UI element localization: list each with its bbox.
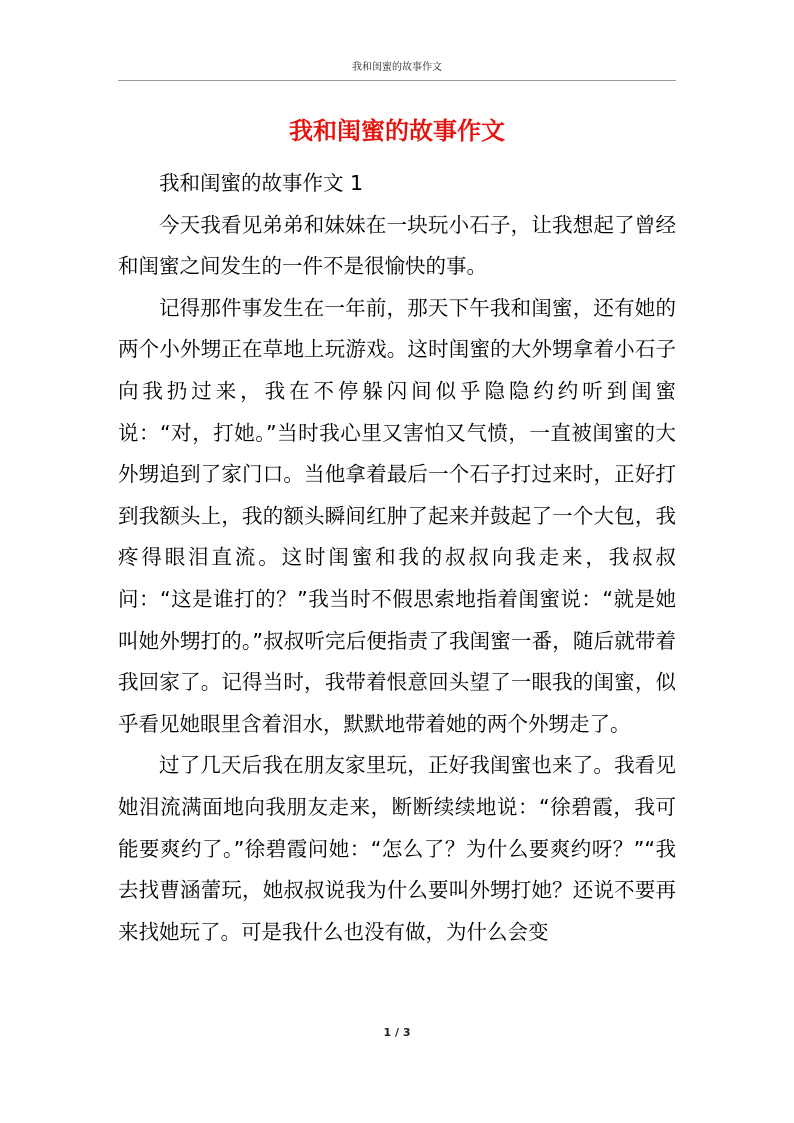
document-title: 我和闺蜜的故事作文 (289, 117, 505, 145)
paragraph-2: 记得那件事发生在一年前，那天下午我和闺蜜，还有她的两个小外甥正在草地上玩游戏。这时闺蜜的大外甥拿着小石子向我扔过来，我在不停躲闪间似乎隐隐约约听到闺蜜说：“对，打她。”当时我心里又害怕又气愤，一直被闺蜜的大外甥追到了家门口。当他拿着最后一个石子打过来时，正好打到我额头上，我的额头瞬间红肿了起来并鼓起了一个大包，我疼得眼泪直流。这时闺蜜和我的叔叔向我走来，我叔叔问：“这是谁打的？”我当时不假思索地指着闺蜜说：“就是她叫她外甥打的。”叔叔听完后便指责了我闺蜜一番，随后就带着我回家了。记得当时，我带着恨意回头望了一眼我的闺蜜，似乎看见她眼里含着泪水，默默地带着她的两个外甥走了。 (118, 295, 676, 736)
page-number: 1 / 3 (383, 1026, 411, 1039)
document-body (118, 163, 676, 953)
paragraph-1: 今天我看见弟弟和妹妹在一块玩小石子，让我想起了曾经和闺蜜之间发生的一件不是很愉快的事。 (118, 212, 676, 279)
running-header: 我和闺蜜的故事作文 (352, 62, 442, 73)
header-divider (118, 80, 676, 81)
paragraph-3: 过了几天后我在朋友家里玩，正好我闺蜜也来了。我看见她泪流满面地向我朋友走来，断断续续地说：“徐碧霞，我可能要爽约了。”徐碧霞问她：“怎么了？为什么要爽约呀？”“我去找曹涵蕾玩，她叔叔说我为什么要叫外甥打她？还说不要再来找她玩了。可是我什么也没有做，为什么会变 (118, 753, 676, 944)
essay-subtitle: 我和闺蜜的故事作文 1 (159, 171, 364, 195)
